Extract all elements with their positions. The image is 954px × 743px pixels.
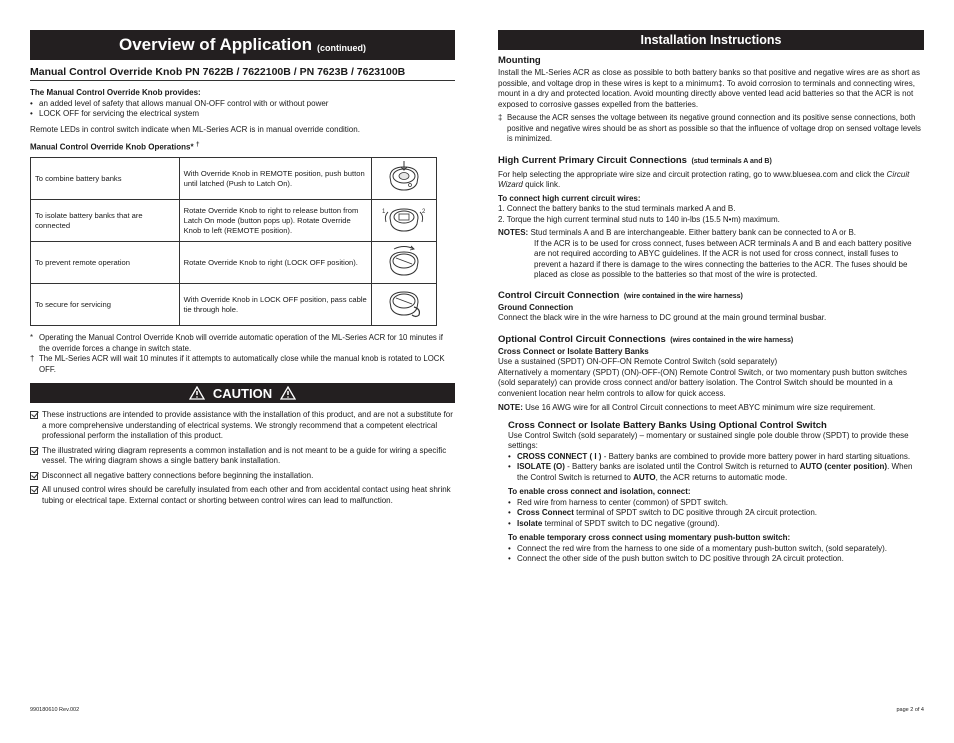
auto-label: AUTO: [633, 472, 656, 482]
switch-symbol: (O): [553, 462, 565, 471]
operation-task: To combine battery banks: [31, 158, 180, 200]
operation-task: To isolate battery banks that are connected: [31, 200, 180, 242]
connect-heading: To connect high current circuit wires:: [498, 193, 641, 203]
operation-instruction: With Override Knob in REMOTE position, push button until latched (Push to Latch On).: [179, 158, 371, 200]
page-number: page 2 of 4: [896, 707, 924, 713]
footnote-text: Because the ACR senses the voltage between its negative ground connection and its positive sense connections, both positive and negative wires should be as short as possible so that the influence of voltage drop on sensed voltage levels is minimized.: [507, 113, 921, 143]
knob-cable-tie-icon: [372, 284, 437, 326]
text-segment: For help selecting the appropriate wire size and circuit protection rating, go to www.bluesea.com and click the: [498, 169, 885, 179]
optional-switch-section: [498, 420, 924, 565]
text-segment: - Battery banks are combined to provide more battery power in hard starting situations.: [603, 451, 911, 461]
knob-rotate-release-icon: [372, 200, 437, 242]
caution-item: [30, 471, 455, 482]
control-circuit-heading-note: (wire contained in the wire harness): [623, 292, 743, 300]
enable-heading: To enable cross connect and isolation, connect:: [508, 487, 691, 496]
caution-text: The illustrated wiring diagram represents a common installation and is not meant to be a guide for wiring a specific vessel. The wiring diagram shows a single battery bank installation.: [42, 445, 447, 466]
high-current-text: [498, 170, 924, 191]
caution-label: CAUTION: [212, 385, 273, 401]
mounting-text: Install the ML-Series ACR as close as possible to both battery banks so that positive and negative wires are as short as possible, and voltage drop in these wires is kept to a minimum‡. To avoid corrosion to terminals and connecting wires, mount in a dry and protected location. Avoid mounting directly above vented lead acid batteries so that the ACR is not exposed to corrosive gasses expelled from the batteries.: [498, 68, 920, 109]
operation-instruction: Rotate Override Knob to right to release button from Latch On mode (button pops up). Rotate Override Knob to left (REMOTE position).: [179, 200, 371, 242]
notes-rest: If the ACR is to be used for cross connect, fuses between ACR terminals A and B and each battery positive are not required according to ABYC guidelines. If the ACR is not used for cross connect, install fuses to prevent a hazard if there is damage to the wires connecting the batteries to the ACR. The fuses should be placed as close as possible to the batteries so that most of the wire is protected.: [534, 238, 912, 279]
section-heading: Manual Control Override Knob PN 7622B / 7622100B / PN 7623B / 7623100B: [30, 66, 455, 81]
table-row: [31, 242, 437, 284]
list-item: • Connect the red wire from the harness to one side of a momentary push-button switch, (sold separately).: [508, 544, 924, 555]
footnote-mark: †: [30, 354, 35, 364]
list-item: [508, 452, 924, 463]
text-segment: terminal of SPDT switch to DC positive through 2A circuit protection.: [576, 508, 817, 517]
mounting-heading: Mounting: [498, 55, 541, 66]
checkbox-icon: [30, 486, 38, 494]
notes-label: NOTES:: [498, 228, 529, 237]
caution-item: [30, 485, 455, 506]
control-circuit-heading-text: Control Circuit Connection: [498, 289, 620, 301]
note-label: NOTE:: [498, 403, 523, 412]
operations-heading: [30, 140, 455, 153]
caution-item: [30, 410, 455, 442]
caution-text: These instructions are intended to provide assistance with the installation of this product, and are not a substitute for a more comprehensive understanding of electrical systems. We strongly recommend that a competent electrical professional perform the installation of this product.: [42, 410, 453, 441]
text-segment: . When the Control Switch is returned to: [517, 462, 913, 482]
isolate-term: Isolate: [517, 518, 543, 528]
operations-heading-text: Manual Control Override Knob Operations*: [30, 142, 194, 152]
optional-switch-heading: Cross Connect or Isolate Battery Banks Using Optional Control Switch: [508, 419, 827, 431]
connect-step: 2. Torque the high current terminal stud nuts to 140 in-lbs (15.5 N•m) maximum.: [498, 214, 780, 224]
optional-control-heading: [498, 329, 924, 347]
text-segment: quick link.: [525, 180, 561, 189]
table-row: [31, 284, 437, 326]
step-label: 2: [422, 209, 426, 216]
notes-block: [498, 228, 924, 281]
high-current-heading: [498, 150, 924, 168]
knob-push-icon: [372, 158, 437, 200]
auto-label: AUTO (center position): [799, 462, 888, 471]
control-circuit-heading: [498, 285, 924, 303]
installation-title-bar: [498, 30, 924, 50]
doc-number: 990180610 Rev.002: [30, 707, 80, 713]
notes-line: Stud terminals A and B are interchangeable. Either battery bank can be connected to A or B.: [530, 228, 857, 237]
caution-text: All unused control wires should be carefully insulated from each other and from accidental contact using heat shrink tubing or electrical tape. External contact or shorting between control wires can lead to malfunction.: [42, 485, 451, 505]
high-current-heading-text: High Current Primary Circuit Connections: [498, 154, 687, 166]
cross-text: Use a sustained (SPDT) ON-OFF-ON Remote Control Switch (sold separately): [498, 357, 778, 366]
operation-instruction: Rotate Override Knob to right (LOCK OFF position).: [179, 242, 371, 284]
high-current-heading-note: (stud terminals A and B): [691, 157, 772, 165]
table-row: [31, 200, 437, 242]
footnote-mark: ‡: [498, 113, 503, 122]
dagger-mark: †: [195, 141, 200, 148]
footnote-text: Operating the Manual Control Override Knob will override automatic operation of the ML-Series ACR for 10 minutes if the override forces a change in switch state.: [39, 333, 443, 353]
checkbox-icon: [30, 447, 38, 455]
operation-task: To secure for servicing: [31, 284, 180, 326]
cross-text: Alternatively a momentary (SPDT) (ON)-OFF-(ON) Remote Control Switch, or two momentary push button switches (sold separately) can provide cross connect and/or battery isolation. The Control Switch should be mounted in a convenient location near helm controls to allow for quick access.: [498, 367, 907, 398]
text-segment: - Battery banks are isolated until the Control Switch is returned to: [567, 462, 798, 471]
page-title: Overview of Application: [118, 35, 313, 54]
text-segment: terminal of SPDT switch to DC negative (ground).: [544, 518, 720, 528]
warning-icon: [280, 386, 296, 400]
installation-title: Installation Instructions: [640, 33, 782, 47]
ground-heading: Ground Connection: [498, 302, 574, 312]
checkbox-icon: [30, 472, 38, 480]
knob-rotate-right-icon: [372, 242, 437, 284]
page-title-suffix: (continued): [317, 43, 367, 53]
cross-heading: Cross Connect or Isolate Battery Banks: [498, 346, 649, 356]
optional-switch-text: Use Control Switch (sold separately) – momentary or sustained single pole double throw (SPDT) to provide these settings:: [508, 430, 909, 450]
provides-item: • LOCK OFF for servicing the electrical system: [30, 109, 455, 120]
overview-title-bar: [30, 30, 455, 60]
temp-heading: To enable temporary cross connect using momentary push-button switch:: [508, 533, 791, 542]
list-item: [508, 519, 924, 530]
left-column: [30, 30, 455, 506]
cross-connect-label: CROSS CONNECT: [517, 451, 588, 461]
caution-item: [30, 446, 455, 467]
caution-bar: [30, 383, 455, 403]
operation-instruction: With Override Knob in LOCK OFF position, pass cable tie through hole.: [179, 284, 371, 326]
list-item: • Red wire from harness to center (common) of SPDT switch.: [508, 498, 924, 509]
note-line: [498, 403, 924, 414]
warning-icon: [189, 386, 205, 400]
footnote-mark: *: [30, 333, 34, 343]
list-item: [508, 462, 924, 483]
list-item: [508, 508, 924, 519]
text-segment: , the ACR returns to automatic mode.: [655, 472, 788, 482]
caution-text: Disconnect all negative battery connections before beginning the installation.: [42, 470, 314, 480]
operation-task: To prevent remote operation: [31, 242, 180, 284]
isolate-label: ISOLATE: [517, 462, 552, 471]
cross-connect-term: Cross Connect: [517, 508, 574, 517]
footnote-text: The ML-Series ACR will wait 10 minutes if it attempts to automatically close while the manual knob is rotated to LOCK OFF.: [39, 354, 445, 374]
right-column: [498, 30, 924, 565]
operations-table: [30, 157, 437, 326]
footnote: [30, 354, 455, 375]
list-item: • Connect the other side of the push button switch to DC positive through 2A circuit protection.: [508, 554, 924, 565]
footnote: [30, 333, 455, 354]
step-label: 1: [382, 209, 386, 216]
circuit-wizard-text: Circuit Wizard: [498, 169, 910, 189]
ground-text: Connect the black wire in the wire harness to DC ground at the main ground terminal busbar.: [498, 313, 827, 322]
optional-control-heading-text: Optional Control Circuit Connections: [498, 333, 666, 345]
remote-leds-text: Remote LEDs in control switch indicate when ML-Series ACR is in manual override condition.: [30, 124, 360, 134]
table-row: [31, 158, 437, 200]
optional-control-heading-note: (wires contained in the wire harness): [670, 336, 794, 344]
checkbox-icon: [30, 411, 38, 419]
mounting-footnote: [498, 113, 924, 145]
provides-item: • an added level of safety that allows manual ON-OFF control with or without power: [30, 99, 455, 110]
connect-step: 1. Connect the battery banks to the stud terminals marked A and B.: [498, 204, 736, 213]
switch-symbol: ( I ): [589, 451, 602, 461]
provides-heading: The Manual Control Override Knob provides:: [30, 88, 201, 97]
note-text: Use 16 AWG wire for all Control Circuit connections to meet ABYC minimum wire size requirement.: [525, 403, 876, 412]
